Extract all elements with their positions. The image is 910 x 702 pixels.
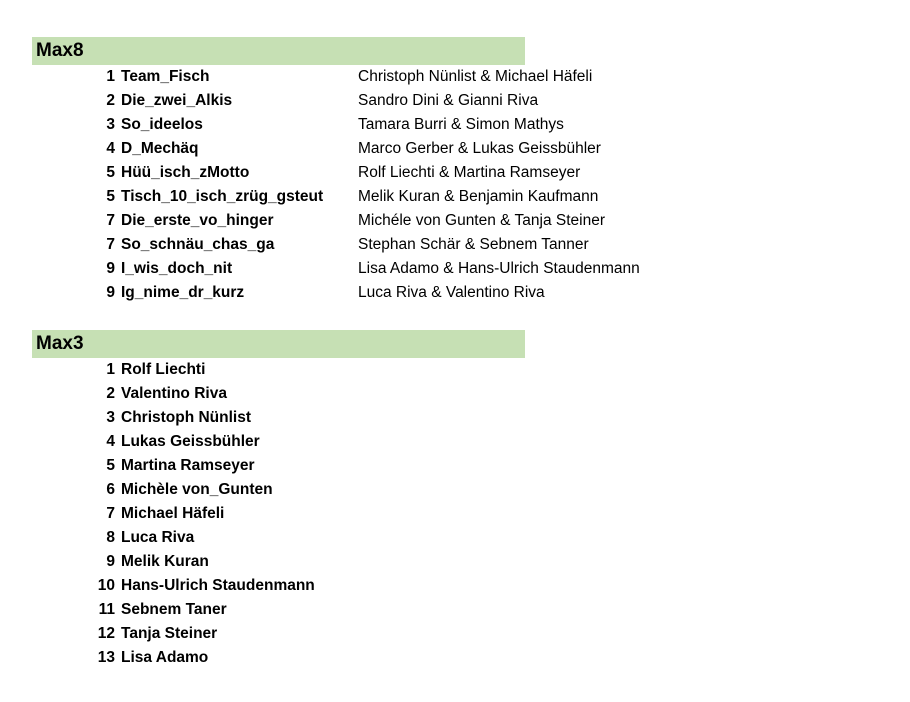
team-members: Christoph Nünlist & Michael Häfeli — [358, 68, 593, 85]
rank-number: 13 — [97, 649, 115, 666]
player-name: Melik Kuran — [121, 553, 209, 570]
rank-number: 7 — [106, 212, 115, 229]
max8-list — [0, 65, 910, 305]
rank-number: 10 — [97, 577, 115, 594]
rank-number: 8 — [106, 529, 115, 546]
team-name: Ig_nime_dr_kurz — [121, 284, 245, 301]
table-row — [0, 185, 910, 209]
rank-number: 5 — [106, 188, 115, 205]
table-row — [0, 478, 910, 502]
table-row — [0, 550, 910, 574]
team-name: Team_Fisch — [121, 68, 210, 85]
rank-number: 1 — [106, 361, 115, 378]
team-name: So_schnäu_chas_ga — [121, 236, 275, 253]
rank-number: 9 — [106, 553, 115, 570]
team-members: Michéle von Gunten & Tanja Steiner — [358, 212, 606, 229]
table-row — [0, 65, 910, 89]
player-name: Lisa Adamo — [121, 649, 209, 666]
max3-list — [0, 358, 910, 670]
team-name: So_ideelos — [121, 116, 203, 133]
team-members: Lisa Adamo & Hans-Ulrich Staudenmann — [358, 260, 640, 277]
table-row — [0, 161, 910, 185]
team-members: Tamara Burri & Simon Mathys — [358, 116, 564, 133]
table-row — [0, 454, 910, 478]
table-row — [0, 358, 910, 382]
table-row — [0, 281, 910, 305]
table-row — [0, 406, 910, 430]
team-name: Hüü_isch_zMotto — [121, 164, 250, 181]
player-name: Rolf Liechti — [121, 361, 206, 378]
player-name: Sebnem Taner — [121, 601, 227, 618]
rank-number: 2 — [106, 385, 115, 402]
rank-number: 7 — [106, 505, 115, 522]
team-name: D_Mechäq — [121, 140, 199, 157]
team-members: Marco Gerber & Lukas Geissbühler — [358, 140, 601, 157]
section-title-max3: Max3 — [32, 330, 525, 358]
rank-number: 5 — [106, 457, 115, 474]
rank-number: 3 — [106, 409, 115, 426]
player-name: Tanja Steiner — [121, 625, 218, 642]
table-row — [0, 622, 910, 646]
player-name: Martina Ramseyer — [121, 457, 255, 474]
table-row — [0, 209, 910, 233]
team-members: Sandro Dini & Gianni Riva — [358, 92, 539, 109]
team-name: I_wis_doch_nit — [121, 260, 233, 277]
table-row — [0, 382, 910, 406]
team-members: Rolf Liechti & Martina Ramseyer — [358, 164, 581, 181]
table-row — [0, 113, 910, 137]
table-row — [0, 89, 910, 113]
rank-number: 2 — [106, 92, 115, 109]
table-row — [0, 646, 910, 670]
player-name: Michael Häfeli — [121, 505, 225, 522]
player-name: Valentino Riva — [121, 385, 227, 402]
table-row — [0, 233, 910, 257]
player-name: Christoph Nünlist — [121, 409, 252, 426]
table-row — [0, 430, 910, 454]
team-members: Melik Kuran & Benjamin Kaufmann — [358, 188, 599, 205]
team-name: Die_erste_vo_hinger — [121, 212, 274, 229]
team-name: Die_zwei_Alkis — [121, 92, 233, 109]
rank-number: 11 — [98, 601, 115, 618]
rank-number: 4 — [106, 433, 115, 450]
rank-number: 3 — [106, 116, 115, 133]
team-name: Tisch_10_isch_zrüg_gsteut — [121, 188, 324, 205]
table-row — [0, 502, 910, 526]
table-row — [0, 526, 910, 550]
team-members: Stephan Schär & Sebnem Tanner — [358, 236, 589, 253]
table-row — [0, 574, 910, 598]
rank-number: 7 — [106, 236, 115, 253]
player-name: Michèle von_Gunten — [121, 481, 273, 498]
team-members: Luca Riva & Valentino Riva — [358, 284, 545, 301]
player-name: Luca Riva — [121, 529, 195, 546]
rank-number: 5 — [106, 164, 115, 181]
rank-number: 9 — [106, 284, 115, 301]
rank-number: 9 — [106, 260, 115, 277]
rank-number: 12 — [97, 625, 115, 642]
section-title-max8: Max8 — [32, 37, 525, 65]
rank-number: 1 — [106, 68, 115, 85]
rank-number: 4 — [106, 140, 115, 157]
player-name: Lukas Geissbühler — [121, 433, 260, 450]
table-row — [0, 257, 910, 281]
player-name: Hans-Ulrich Staudenmann — [121, 577, 315, 594]
table-row — [0, 137, 910, 161]
table-row — [0, 598, 910, 622]
rank-number: 6 — [106, 481, 115, 498]
